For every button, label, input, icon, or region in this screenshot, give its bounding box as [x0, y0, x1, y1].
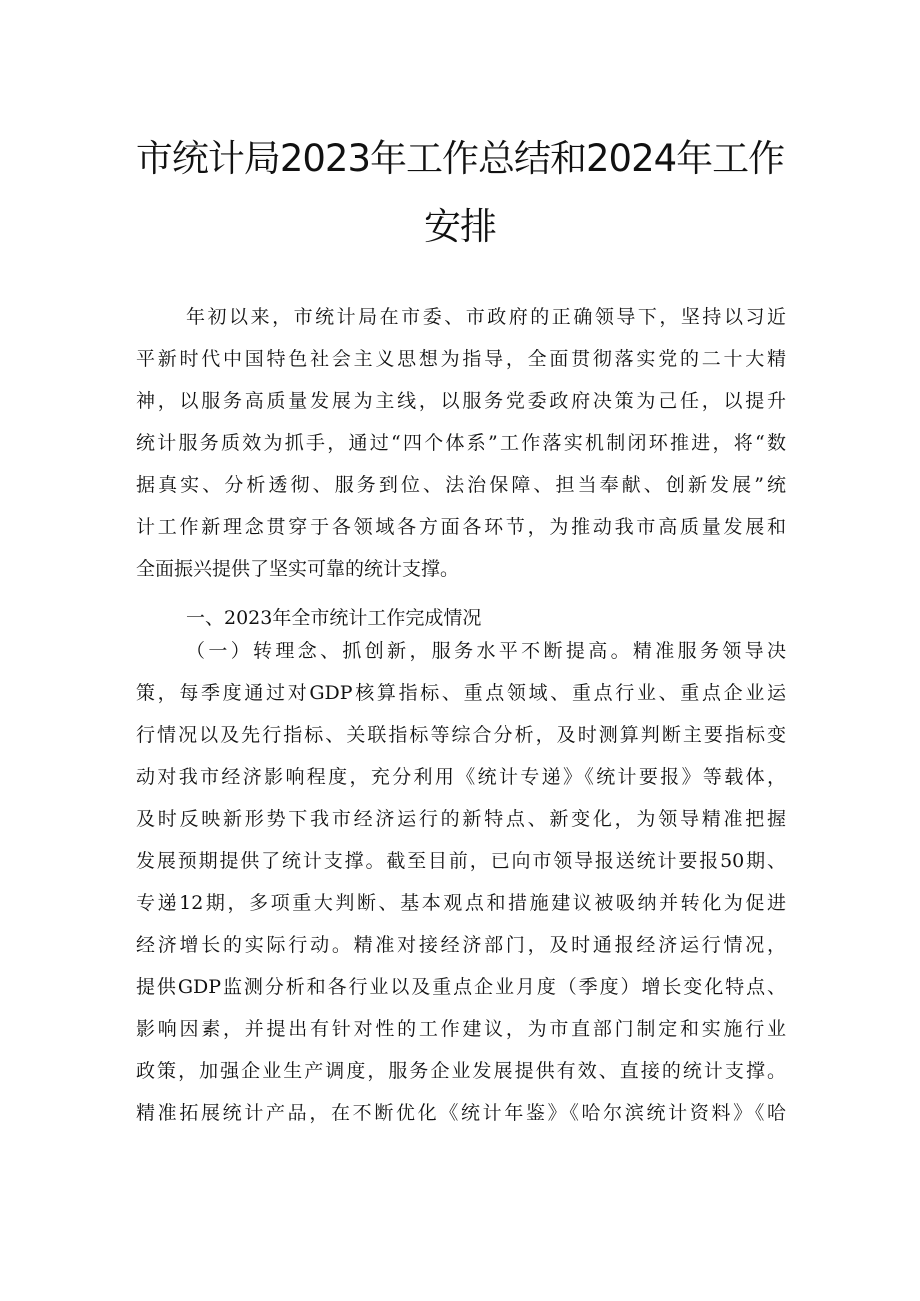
paragraph-line: 动对我市经济影响程度，充分利用《统计专递》《统计要报》等载体，: [136, 766, 786, 788]
paragraph-line: 经济增长的实际行动。精准对接经济部门，及时通报经济运行情况，: [136, 934, 786, 956]
paragraph-line: 精准拓展统计产品，在不断优化《统计年鉴》《哈尔滨统计资料》《哈: [136, 1102, 786, 1124]
paragraph-line: 全面振兴提供了坚实可靠的统计支撑。: [136, 558, 460, 580]
paragraph-line: 平新时代中国特色社会主义思想为指导，全面贯彻落实党的二十大精: [136, 348, 786, 370]
paragraph-line: 计工作新理念贯穿于各领域各方面各环节，为推动我市高质量发展和: [136, 516, 786, 538]
paragraph-line: 统计服务质效为抓手，通过“四个体系”工作落实机制闭环推进，将“数: [136, 432, 786, 454]
paragraph-line: 政策，加强企业生产调度，服务企业发展提供有效、直接的统计支撑。: [136, 1060, 786, 1082]
paragraph-line: （一）转理念、抓创新，服务水平不断提高。精准服务领导决: [186, 640, 786, 662]
paragraph-line: 神，以服务高质量发展为主线，以服务党委政府决策为己任，以提升: [136, 390, 786, 412]
document-title-line-2: 安排: [424, 205, 496, 248]
paragraph-line: 提供GDP监测分析和各行业以及重点企业月度（季度）增长变化特点、: [136, 976, 786, 998]
paragraph-line: 影响因素，并提出有针对性的工作建议，为市直部门制定和实施行业: [136, 1018, 786, 1040]
section-heading: 一、2023年全市统计工作完成情况: [186, 607, 482, 629]
paragraph-line: 行情况以及先行指标、关联指标等综合分析，及时测算判断主要指标变: [136, 724, 786, 746]
paragraph-line: 及时反映新形势下我市经济运行的新特点、新变化，为领导精准把握: [136, 808, 786, 830]
paragraph-line: 发展预期提供了统计支撑。截至目前，已向市领导报送统计要报50期、: [136, 850, 786, 872]
paragraph-line: 据真实、分析透彻、服务到位、法治保障、担当奉献、创新发展”统: [136, 474, 786, 496]
paragraph-line: 年初以来，市统计局在市委、市政府的正确领导下，坚持以习近: [186, 306, 786, 328]
document-title-line-1: 市统计局2023年工作总结和2024年工作: [135, 137, 785, 180]
paragraph-line: 策，每季度通过对GDP核算指标、重点领域、重点行业、重点企业运: [136, 682, 786, 704]
paragraph-line: 专递12期，多项重大判断、基本观点和措施建议被吸纳并转化为促进: [136, 892, 786, 914]
